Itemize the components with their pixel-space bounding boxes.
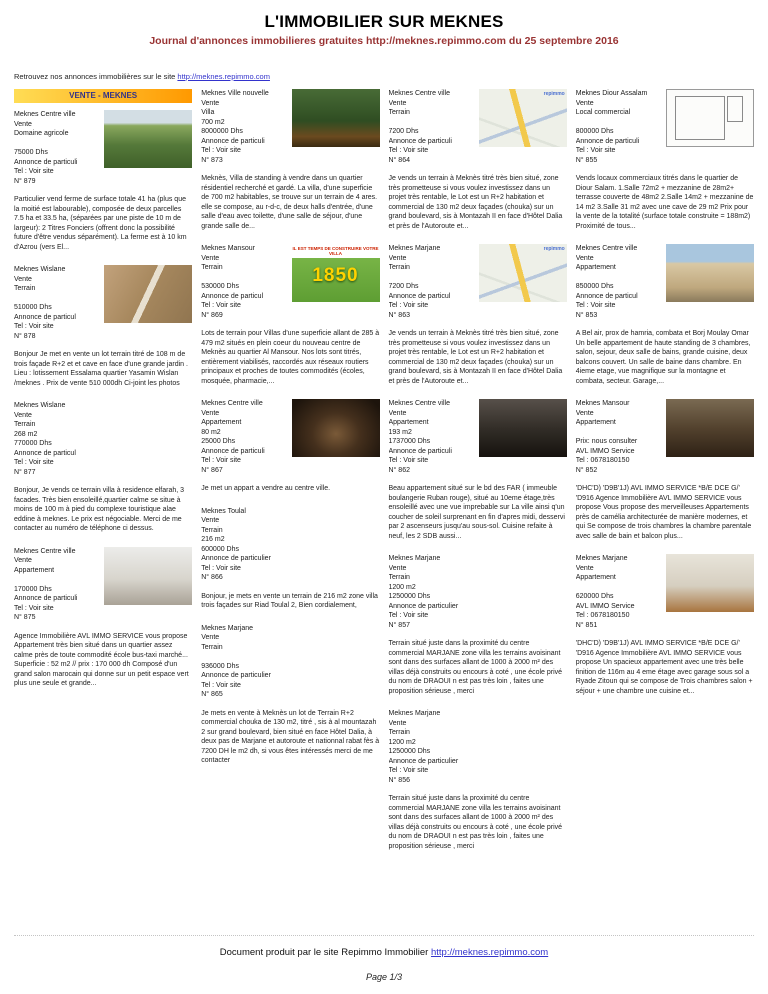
listing-reference: N° 853 — [575, 311, 598, 319]
listing-transaction-type: Vente — [388, 409, 407, 417]
listing-phone: Tel : Voir site — [201, 564, 241, 572]
listing-reference: N° 873 — [201, 156, 223, 164]
listing-header — [201, 399, 379, 475]
footer-divider — [14, 935, 754, 936]
floorplan-photo — [666, 89, 754, 147]
listing-description: Bonjour, Je vends ce terrain villa à residence elfarah, 3 facades. Très bien ensoleillé,quartier calme se situe à moins de 100 m à pied du complexe touristique alae eddine à meknes. Le prix est négociable. Merci de me contacter au numéro de téléphone ci dessus. — [14, 487, 185, 532]
listing-reference: N° 866 — [201, 574, 223, 581]
listing-property-type: Terrain — [14, 285, 36, 292]
listing-location: Meknes Marjane — [388, 710, 441, 717]
listing-price: 510000 Dhs — [14, 304, 52, 311]
listing-description: Particulier vend ferme de surface totale 41 ha (plus que la moitié est labourable), composée de deux parcelles 7.5 ha et 33.5 ha, (séparées par une piste de 10 m de largeur): 2 Titres Fonciers (offrent donc la possibilité future d'être vendus séparément). La ferme est à 10 km d'Azrou (vers El... — [14, 196, 187, 251]
listing-location: Meknes Centre ville — [388, 90, 450, 97]
listing-property-type: Appartement — [388, 419, 429, 426]
listing-size — [201, 273, 288, 283]
listing-price: 850000 Dhs — [575, 283, 614, 290]
photo-overlay-text: 1850 — [312, 265, 359, 287]
listing-property-type: Terrain — [14, 421, 36, 428]
listing-info — [14, 265, 101, 341]
listing-size — [389, 118, 476, 128]
listing-advertiser: Annonce de particuli — [388, 447, 452, 455]
listing-reference: N° 877 — [14, 468, 36, 476]
listing-price: 7200 Dhs — [388, 283, 419, 290]
listing-advertiser: Annonce de particul — [14, 313, 76, 321]
listing-size — [576, 118, 663, 128]
listing-description: Je mets en vente à Meknès un lot de Terrain R+2 commercial chouka de 130 m2, titré , sis à al mountazah 2 sur grand boulevard, bien situé en face Hôtel Dalia, à deux pas de Marjane et autoroute et nationnal rabat fès à 7200 DH le m2 dh, si vous êtes intéressés merci de me contacter — [201, 709, 380, 764]
listing — [389, 244, 567, 386]
listing-description: Terrain situé juste dans la proximité du centre commercial MARJANE zone villa les terrains avoisinant sont dans des surfaces allant de 1000 à 2000 m² des villas déjà construits ou encours à coté , une école privé du nom de DRAOUI n est pas très loin , faites une proposition sérieuse , merci — [388, 640, 563, 695]
listing-advertiser: Annonce de particuli — [388, 137, 452, 145]
listings-column-4 — [576, 89, 754, 709]
listing — [389, 709, 567, 851]
listing-reference: N° 863 — [388, 311, 410, 319]
listings-column-3 — [389, 89, 567, 864]
listing-description: Je vends un terrain à Meknès titré très bien situé, zone très prometteuse si vous voulez investissez dans un projet très rentable, le Lot est un R+2 habitation et commercial de 130 m2 deux façades (chouka) sur un grand boulevard, sis à Montazah II en face d'Hôtel Dalia et près de l'Autoroute et... — [388, 175, 563, 230]
listing-reference: N° 852 — [575, 466, 598, 474]
listing-reference: N° 851 — [575, 621, 598, 629]
listing-header — [201, 244, 379, 320]
listing-info — [576, 244, 663, 320]
listing-reference: N° 864 — [388, 156, 410, 164]
page-title: L'IMMOBILIER SUR MEKNES — [264, 12, 504, 31]
photo-caption-text: IL EST TEMPS DE CONSTRUIRE VOTRE VILLA — [292, 246, 379, 256]
listing-description: Beau appartement situé sur le bd des FAR ( immeuble boulangerie Ruban rouge), situé au 10eme étage,très ensoleillé avec une vue imprebable sur La ville ainsi q'un coucher de soleil surprenant en fin d'apres midi, desservi par 2 ascenseurs jusqu'au sous-sol. Cuisine refaite à neuf, les 2 SDB aussi... — [388, 485, 565, 540]
dark-interior-photo — [479, 399, 567, 457]
listing-advertiser: Annonce de particuli — [14, 158, 78, 166]
listing-description: A Bel air, prox de hamria, combata et Borj Moulay Omar Un belle appartement de haute standing de 3 chambres, salon, sejour, deux salle de bains, grande cuisine, deux balcons couvert. Un salle de baine dans chambre. En 4ieme etage, vue magnifique sur la montagne et combata, secteur. Garage,... — [575, 330, 751, 385]
aerial-photo — [104, 265, 192, 323]
listing — [201, 244, 379, 386]
document-footer — [0, 947, 768, 958]
listing-location: Meknes Centre ville — [14, 547, 76, 555]
listing-advertiser: Annonce de particuli — [201, 447, 265, 455]
listing — [201, 89, 379, 231]
site-link[interactable]: http://meknes.repimmo.com — [177, 72, 270, 81]
listing-reference: N° 879 — [14, 177, 36, 185]
listing-transaction-type: Vente — [201, 254, 220, 262]
listing-price: 1250000 Dhs — [388, 748, 431, 755]
listing-phone: Tel : Voir site — [14, 604, 54, 612]
listing-advertiser: Annonce de particuli — [14, 595, 78, 602]
listing-size: 1200 m2 — [388, 583, 416, 591]
listing-price: 936000 Dhs — [201, 662, 240, 670]
listing-price: 75000 Dhs — [14, 149, 48, 156]
listing-header — [201, 507, 379, 583]
listing-info — [201, 399, 288, 475]
listing-location: Meknes Wislane — [14, 402, 66, 409]
listing-info — [389, 399, 476, 475]
footer-text: Document produit par le site Repimmo Immobilier — [219, 947, 429, 958]
listing-description: 'DHC'D) 'D9B'1J) AVL IMMO SERVICE *B/E DCE G/' 'D916 Agence Immobilière AVL IMMO SERVICE vous propose Un spacieux appartement avec une très belle finition de 116m au 4 eme étage avec garage sous sol a Ryade Zitoun qui se compose de Trois chambres salon + séjour + une chambre une cuisine et... — [575, 640, 753, 695]
page-subtitle: Journal d'annonces immobilieres gratuites http://meknes.repimmo.com du 25 septembre 2016 — [149, 35, 619, 47]
listing-description: Vends locaux commerciaux titrés dans le quartier de Diour Salam. 1.Salle 72m2 + mezzanine de 28m2+ terrasse couverte de 48m2 2.Salle 14m2 + mezzanine de 14 m2 3.Salle 31 m2 avec une cave de 29 m2 Prix pour la vente de la totalité (surface totale construite = 188m2) Proximité de tous... — [575, 175, 754, 230]
listing-phone: Tel : Voir site — [388, 612, 429, 619]
listing-price: 1250000 Dhs — [388, 593, 431, 600]
listing-location: Meknes Marjane — [575, 555, 628, 562]
listing-size — [576, 583, 663, 593]
listing-size — [14, 294, 101, 304]
listing-price: 8000000 Dhs — [201, 128, 243, 135]
listing-size: 216 m2 — [201, 536, 225, 543]
listing-phone: Tel : Voir site — [14, 168, 54, 175]
listing-transaction-type: Vente — [575, 99, 594, 107]
listing-size: 80 m2 — [201, 428, 221, 436]
listing-phone: Tel : 0678180150 — [575, 457, 630, 464]
listing-size — [14, 139, 101, 149]
listing — [14, 401, 192, 534]
intro-line — [14, 72, 754, 81]
listing-info — [201, 507, 379, 583]
listing-info — [389, 89, 476, 165]
listing-phone: Tel : 0678180150 — [575, 612, 630, 619]
listing — [14, 110, 192, 252]
listing-property-type: Villa — [201, 109, 215, 116]
column-4-listings — [576, 89, 754, 696]
listing-location: Meknes Ville nouvelle — [201, 90, 269, 97]
listing — [576, 554, 754, 696]
dark-door-photo — [292, 399, 380, 457]
listing-property-type: Terrain — [388, 264, 410, 271]
listing-transaction-type: Vente — [201, 99, 220, 107]
column-2-listings — [201, 89, 379, 766]
listing-transaction-type: Vente — [575, 254, 594, 262]
listing-location: Meknes Marjane — [388, 555, 441, 562]
listing-header — [14, 265, 192, 341]
listing — [576, 89, 754, 231]
footer-site-link[interactable]: http://meknes.repimmo.com — [430, 947, 549, 958]
listing-transaction-type: Vente — [14, 411, 32, 419]
listing-reference: N° 865 — [201, 691, 223, 698]
listing-header — [389, 244, 567, 320]
listing-location: Meknes Centre ville — [14, 111, 76, 118]
villa-garden-photo — [292, 89, 380, 147]
listing-description: Terrain situé juste dans la proximité du centre commercial MARJANE zone villa les terrains avoisinant sont dans des surfaces allant de 1000 à 2000 m² des villas déjà construits ou encours à coté , une école privé du nom de DRAOUI n est pas très loin , faites une proposition sérieuse , merci — [388, 795, 563, 850]
listing-property-type: Terrain — [388, 729, 410, 736]
listing-reference: N° 867 — [201, 466, 223, 474]
listing-location: Meknes Mansour — [575, 400, 630, 407]
listing-property-type: Terrain — [388, 109, 410, 116]
listing-location: Meknes Centre ville — [575, 245, 638, 252]
listing-reference: N° 857 — [388, 621, 410, 629]
listing-info — [201, 244, 288, 320]
listing-size — [14, 575, 101, 585]
listing-transaction-type: Vente — [201, 634, 220, 641]
listing-info — [576, 89, 663, 165]
listing-description: Bonjour Je met en vente un lot terrain titré de 108 m de trois façade R+2 et et cave en face d'une grande jardin . Lieu : lotissement Essalama quartier Yasamin Wislan /meknes . Prix de vente 510 000dh Ci-joint les photos — [14, 351, 188, 387]
listing-price: 770000 Dhs — [14, 440, 52, 447]
listing-advertiser: Annonce de particul — [14, 449, 76, 457]
listing-info — [389, 244, 476, 320]
listing-header — [389, 399, 567, 475]
listing-phone: Tel : Voir site — [14, 323, 54, 330]
listing-header — [576, 554, 754, 630]
apartment-light-photo — [104, 547, 192, 605]
listing-property-type: Terrain — [388, 574, 410, 581]
listing-transaction-type: Vente — [14, 120, 32, 128]
listing-advertiser: Annonce de particulier — [201, 555, 271, 562]
map-photo — [479, 244, 567, 302]
listing-phone: Tel : Voir site — [388, 767, 429, 774]
listing-description: Lots de terrain pour Villas d'une superficie allant de 285 à 479 m2 situés en plein coeur du nouveau centre de Meknès au quartier Al Mansour. Nos lots sont titrés, entièrement viabilisés, raccordés aux réseaux routiers principaux et proches de toutes commodités (écoles, mosquée, pharmacie,... — [201, 330, 380, 385]
listing-advertiser: Annonce de particuli — [575, 137, 640, 145]
listing-reference: N° 875 — [14, 614, 36, 621]
listing-advertiser: Annonce de particuli — [201, 137, 265, 145]
listing-transaction-type: Vente — [201, 517, 220, 524]
listing-transaction-type: Vente — [14, 557, 32, 564]
listing-reference: N° 878 — [14, 332, 36, 340]
listing-size: 268 m2 — [14, 430, 38, 438]
listing-transaction-type: Vente — [201, 409, 220, 417]
listing-description: Bonjour, je mets en vente un terrain de 216 m2 zone villa trois façades sur Riad Toulal 2, Bien cordialement, — [201, 592, 378, 609]
listing-info — [14, 110, 101, 186]
listing-header — [201, 89, 379, 165]
listing-size — [576, 273, 663, 283]
listing-transaction-type: Vente — [575, 409, 594, 417]
listing-reference: N° 869 — [201, 311, 223, 319]
listing-header — [389, 89, 567, 165]
listing-property-type: Terrain — [201, 643, 223, 651]
listing-header — [576, 89, 754, 165]
listing-info — [389, 709, 567, 785]
interior-brown-photo — [666, 399, 754, 457]
listing-transaction-type: Vente — [388, 99, 407, 107]
listing — [389, 399, 567, 541]
listing — [201, 624, 379, 766]
listing-transaction-type: Vente — [388, 564, 407, 572]
listings-column-1 — [14, 89, 192, 702]
listing-header — [389, 554, 567, 630]
listing-property-type: Local commercial — [575, 109, 631, 116]
listing-size — [201, 652, 379, 662]
listing — [576, 399, 754, 541]
listing-header — [201, 624, 379, 700]
interior-bright-photo — [666, 554, 754, 612]
listing-price: 7200 Dhs — [388, 128, 419, 135]
listing-phone: Tel : Voir site — [201, 457, 241, 464]
listing-size — [576, 428, 663, 438]
section-header-vente-meknes: VENTE - MEKNES — [14, 89, 192, 103]
listing-description: Meknès, Villa de standing à vendre dans un quartier résidentiel recherché et gardé. La villa, d'une superficie de 700 m2 habitables, se trouve sur un terrain de 4 ares. elle se compose, au r-d-c, de deux halls d'entrée, d'une salle d'eau avec toilette, d'une salle de séjour, d'une grande salle de... — [201, 175, 378, 230]
listing-transaction-type: Vente — [14, 275, 32, 283]
listing-property-type: Appartement — [201, 419, 242, 426]
listing-transaction-type: Vente — [575, 564, 594, 572]
listing-location: Meknes Marjane — [201, 624, 253, 632]
listing-header — [14, 547, 192, 623]
listing-info — [389, 554, 567, 630]
listing-reference: N° 862 — [388, 466, 410, 474]
listing-header — [14, 110, 192, 186]
listing-property-type: Appartement — [14, 566, 55, 574]
listing — [576, 244, 754, 386]
listing-advertiser: Annonce de particulier — [388, 602, 459, 610]
listing-price: 25000 Dhs — [201, 438, 236, 445]
listing-property-type: Appartement — [575, 264, 616, 271]
listing-price: 530000 Dhs — [201, 283, 240, 290]
column-3-listings — [389, 89, 567, 851]
listing-location: Meknes Wislane — [14, 266, 66, 273]
listing — [389, 89, 567, 231]
listing-price: 1737000 Dhs — [388, 438, 431, 445]
listing-location: Meknes Diour Assalam — [575, 90, 648, 97]
listing-size: 700 m2 — [201, 118, 225, 126]
listing-phone: Tel : Voir site — [388, 457, 429, 464]
listing-phone: Tel : Voir site — [388, 147, 429, 154]
listing — [389, 554, 567, 696]
listing-property-type: Terrain — [201, 526, 223, 534]
listing — [201, 399, 379, 494]
listing-price: 620000 Dhs — [575, 593, 614, 600]
listing-advertiser: AVL IMMO Service — [575, 602, 635, 610]
listing-info — [201, 624, 379, 700]
listing-header — [14, 401, 192, 477]
listing-phone: Tel : Voir site — [201, 681, 241, 689]
listing-location: Meknes Centre ville — [201, 400, 263, 407]
listing-info — [14, 401, 192, 477]
listing-phone: Tel : Voir site — [575, 147, 616, 154]
listing-info — [14, 547, 101, 623]
listing-advertiser: AVL IMMO Service — [575, 447, 635, 455]
listing-transaction-type: Vente — [388, 719, 407, 727]
listing-property-type: Appartement — [575, 574, 616, 581]
page-number: Page 1/3 — [365, 972, 403, 982]
listing-advertiser: Annonce de particul — [201, 292, 264, 300]
listing-property-type: Domaine agricole — [14, 130, 69, 137]
listing-advertiser: Annonce de particulier — [388, 757, 459, 765]
listing-price: 600000 Dhs — [201, 545, 240, 553]
listing-description: 'DHC'D) 'D9B'1J) AVL IMMO SERVICE *B/E DCE G/' 'D916 Agence Immobilière AVL IMMO SERVICE vous propose Vous propose des merveilleuses Appartements près de camélia architecturée de manière modernes, et qui Se compose de trois chambres la chambre parentale avec salle de bain et balcon plus... — [575, 485, 752, 540]
map-photo — [479, 89, 567, 147]
listing — [14, 265, 192, 388]
listing-location: Meknes Marjane — [388, 245, 441, 252]
farmland-photo — [104, 110, 192, 168]
listing — [201, 507, 379, 611]
listing-info — [201, 89, 288, 165]
photo-overlay-text: repimmo — [543, 91, 565, 97]
listing-location: Meknes Centre ville — [388, 400, 450, 407]
listing-phone: Tel : Voir site — [201, 147, 241, 154]
listing-description: Agence Immobilière AVL IMMO SERVICE vous propose Appartement très bien situé dans un quartier assez calme près de toute commodité école bus-taxi marché... Superficie : 52 m2 // prix : 170 000 dh Composé d'un grand salon marocain qui donne sur un petit espace vert plus une seule et grande... — [14, 632, 189, 687]
listing-transaction-type: Vente — [388, 254, 407, 262]
listing — [14, 547, 192, 689]
listing-phone: Tel : Voir site — [201, 302, 241, 309]
listings-column-2 — [201, 89, 379, 779]
listing-reference: N° 855 — [575, 156, 598, 164]
listing-size — [389, 273, 476, 283]
building-photo — [666, 244, 754, 302]
listing-location: Meknes Mansour — [201, 245, 255, 252]
listing-location: Meknes Toulal — [201, 507, 246, 515]
listing-price: Prix: nous consulter — [575, 438, 638, 445]
listing-info — [576, 554, 663, 630]
promo-photo — [292, 244, 380, 302]
listing-header — [576, 244, 754, 320]
listing-header — [389, 709, 567, 785]
listing-description: Je vends un terrain à Meknès titré très bien situé, zone très prometteuse si vous voulez investissez dans un projet très rentable, le Lot est un R+2 habitation et commercial de 130 m2 deux façades (chouka) sur un grand boulevard, sis à Montazah II en face d'Hôtel Dalia et près de l'Autoroute et... — [388, 330, 563, 385]
listing-price: 170000 Dhs — [14, 585, 52, 593]
listing-property-type: Terrain — [201, 264, 223, 271]
listing-reference: N° 856 — [388, 776, 410, 784]
listing-property-type: Appartement — [575, 419, 616, 426]
listing-advertiser: Annonce de particul — [388, 292, 451, 300]
listing-size: 193 m2 — [388, 428, 412, 436]
listing-phone: Tel : Voir site — [388, 302, 429, 309]
listing-size: 1200 m2 — [388, 738, 416, 746]
listings-grid — [14, 89, 754, 864]
column-1-listings — [14, 110, 192, 689]
listing-header — [576, 399, 754, 475]
listing-description: Je met un appart a vendre au centre ville. — [201, 485, 331, 492]
listing-advertiser: Annonce de particul — [575, 292, 638, 300]
listing-info — [576, 399, 663, 475]
intro-text: Retrouvez nos annonces immobilières sur le site — [14, 72, 176, 81]
listing-price: 800000 Dhs — [575, 128, 614, 135]
listing-advertiser: Annonce de particulier — [201, 672, 271, 679]
photo-overlay-text: repimmo — [543, 246, 565, 252]
listing-phone: Tel : Voir site — [575, 302, 616, 309]
listing-phone: Tel : Voir site — [14, 459, 54, 466]
